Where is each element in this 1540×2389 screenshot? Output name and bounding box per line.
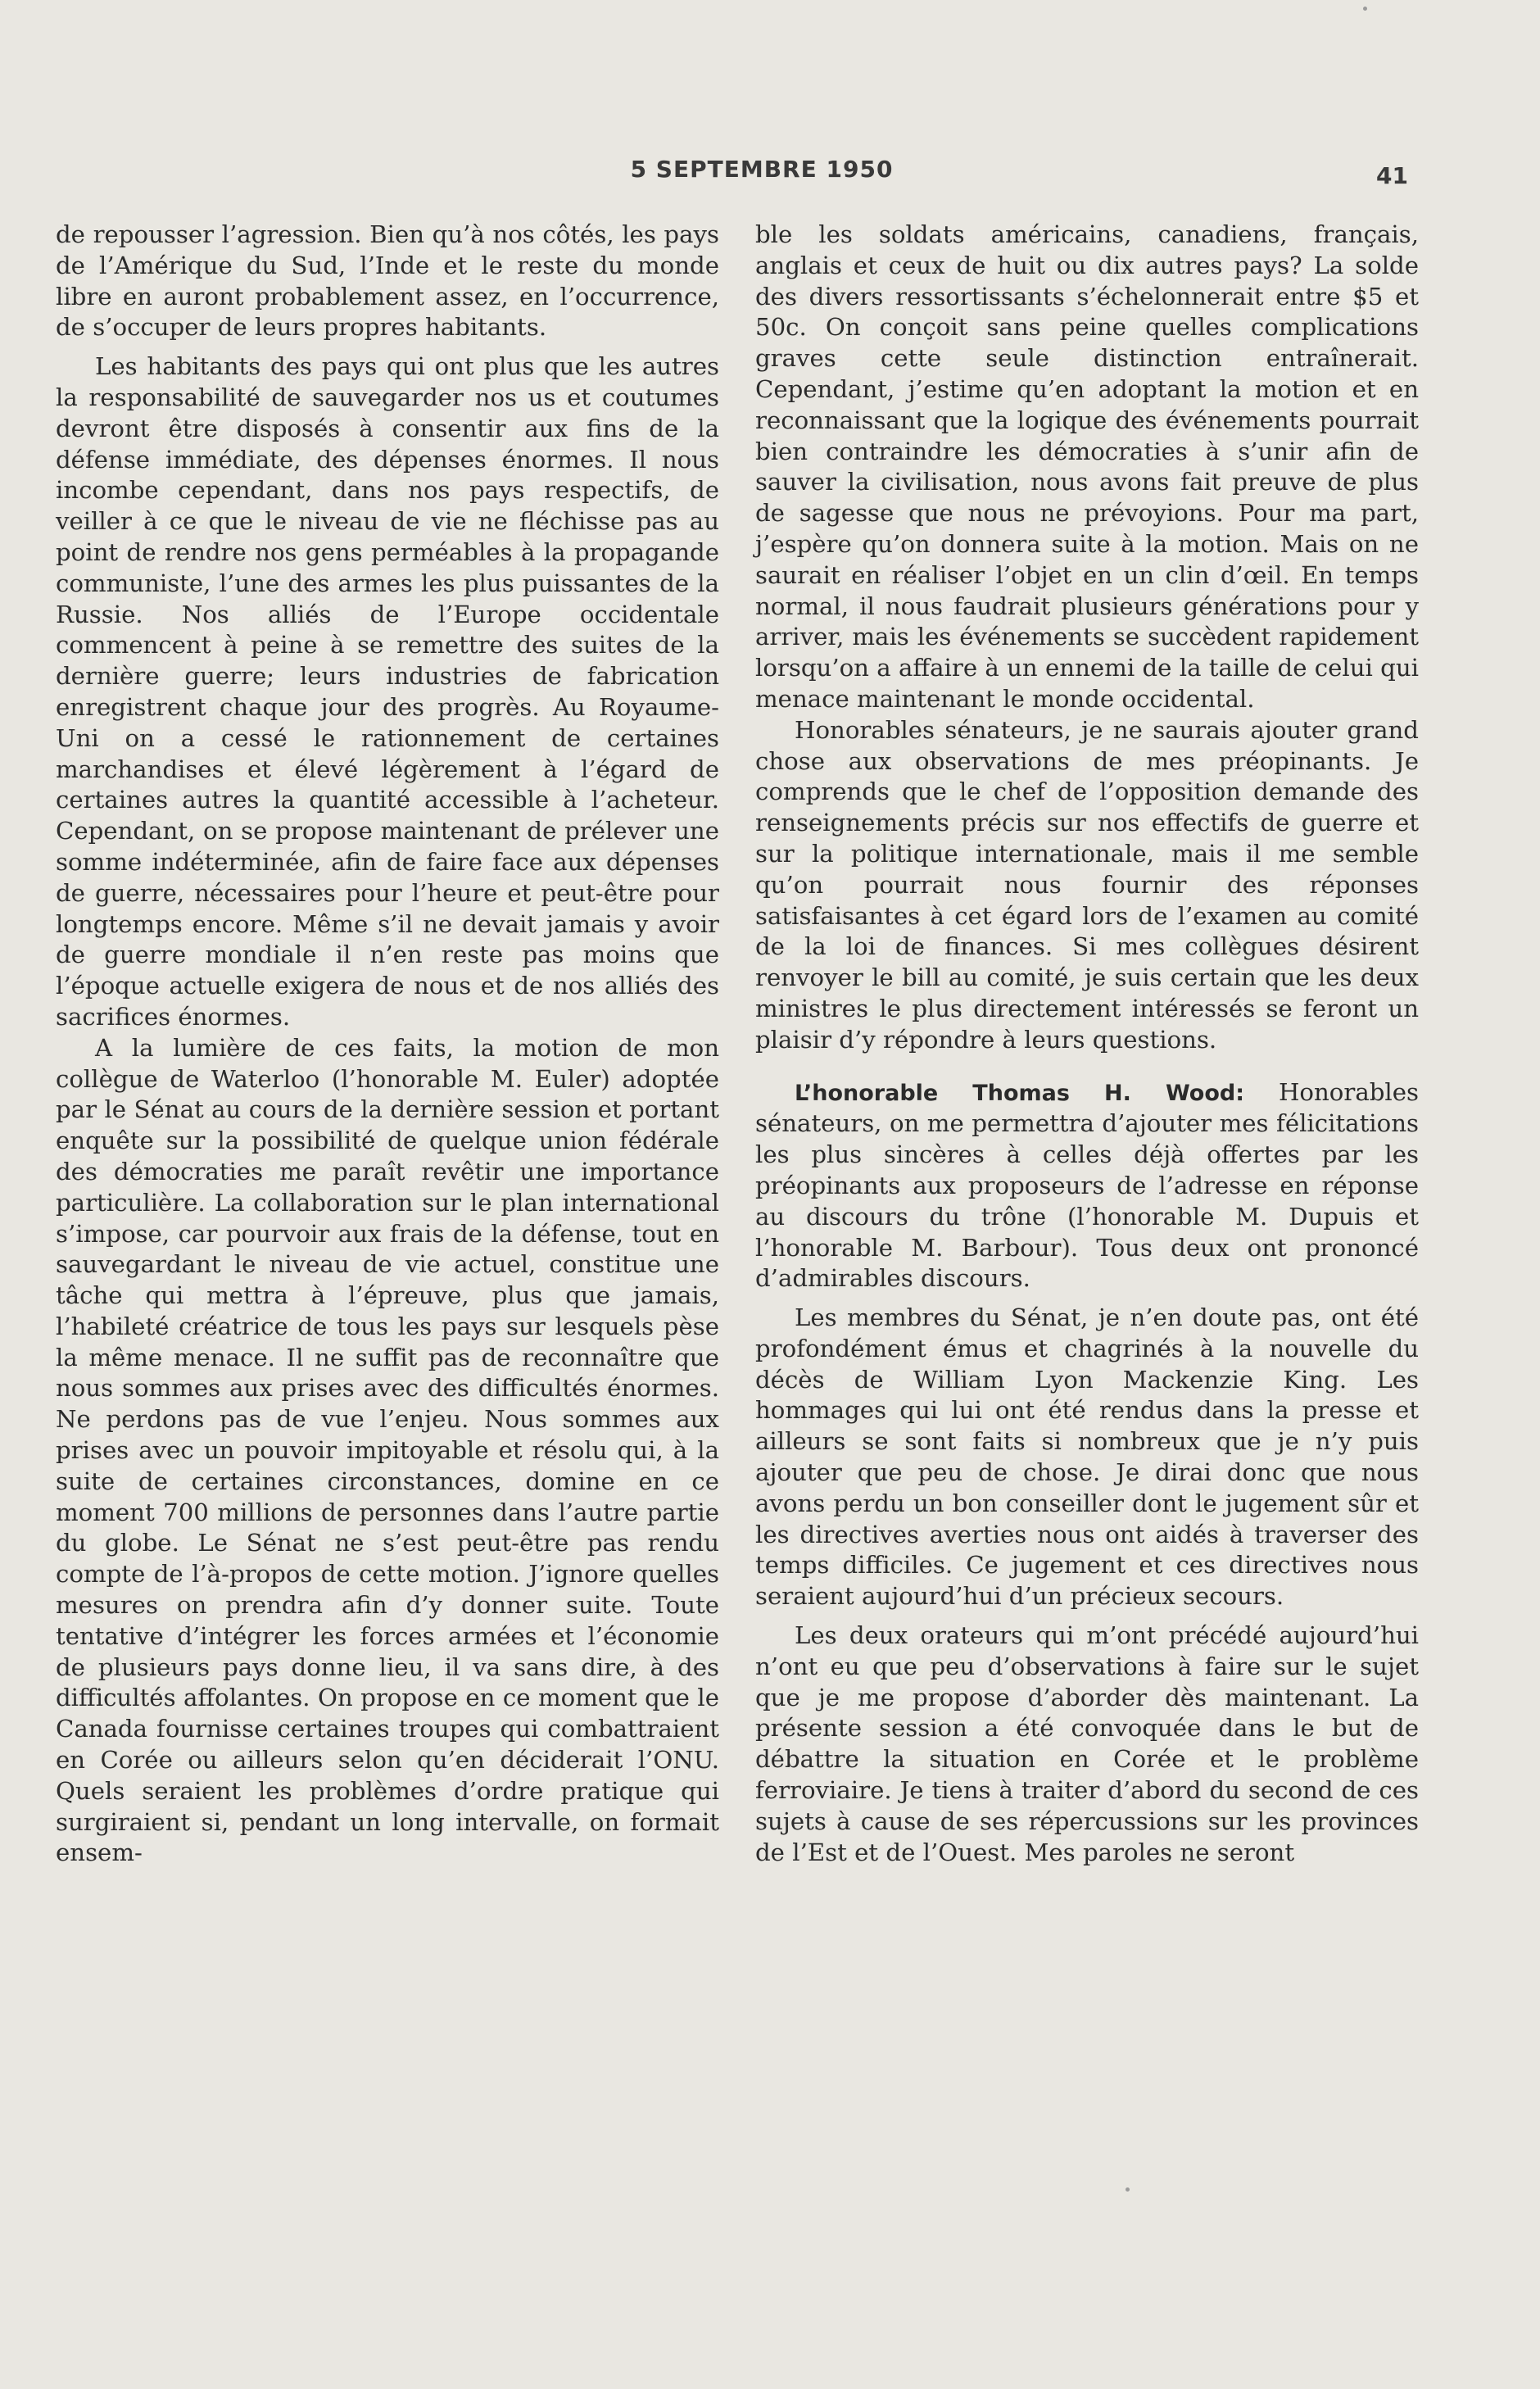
running-head: 5 SEPTEMBRE 1950 xyxy=(630,156,894,183)
paragraph: Les habitants des pays qui ont plus que les autres la responsabilité de sauvegarder nos us et coutumes devront être disposés à consentir aux fins de la défense immédiate, des dépenses énormes. Il nous incombe cependant, dans nos pays respectifs, de veiller à ce que le niveau de vie ne fléchisse pas au point de rendre nos gens perméables à la propagande communiste, l’une des armes les plus puissantes de la Russie. Nos alliés de l’Europe occidentale commencent à peine à se remettre des suites de la dernière guerre; leurs industries de fabrication enregistrent chaque jour des progrès. Au Royaume-Uni on a cessé le rationnement de certaines marchandises et élevé légèrement à l’égard de certaines autres la quantité accessible à l’acheteur. Cependant, on se propose maintenant de prélever une somme indéterminée, afin de faire face aux dépenses de guerre, nécessaires pour l’heure et peut-être pour longtemps encore. Même s’il ne devait jamais y avoir de guerre mondiale il n’en reste pas moins que l’époque actuelle exigera de nous et de nos alliés des sacrifices énormes. xyxy=(56,352,719,1031)
paragraph: Les membres du Sénat, je n’en doute pas, ont été profondément émus et chagrinés à la nouvelle du décès de William Lyon Mackenzie King. Les hommages qui lui ont été rendus dans la presse et ailleurs se sont faits si nombreux que je n’y puis ajouter que peu de chose. Je dirai donc que nous avons perdu un bon conseiller dont le jugement sûr et les directives averties nous ont aidés à traverser des temps difficiles. Ce jugement et ces directives nous seraient aujourd’hui d’un précieux secours. xyxy=(755,1303,1419,1611)
paragraph: A la lumière de ces faits, la motion de mon collègue de Waterloo (l’honorable M. Euler) adoptée par le Sénat au cours de la dernière session et portant enquête sur la possibilité de quelque union fédérale des démocraties me paraît revêtir une importance particulière. La collaboration sur le plan international s’impose, car pourvoir aux frais de la défense, tout en sauvegardant le niveau de vie actuel, constitue une tâche qui mettra à l’épreuve, plus que jamais, l’habileté créatrice de tous les pays sur lesquels pèse la même menace. Il ne suffit pas de reconnaître que nous sommes aux prises avec des difficultés énormes. Ne perdons pas de vue l’enjeu. Nous sommes aux prises avec un pouvoir impitoyable et résolu qui, à la suite de certaines circonstances, domine en ce moment 700 millions de personnes dans l’autre partie du globe. Le Sénat ne s’est peut-être pas rendu compte de l’à-propos de cette motion. J’ignore quelles mesures on prendra afin d’y donner suite. Toute tentative d’intégrer les forces armées et l’économie de plusieurs pays donne lieu, il va sans dire, à des difficultés affolantes. On propose en ce moment que le Canada fournisse certaines troupes qui combattraient en Corée ou ailleurs selon qu’en déciderait l’ONU. Quels seraient les problèmes d’ordre pratique qui surgiraient si, pendant un long intervalle, on formait ensem- xyxy=(56,1033,719,1867)
scan-speck xyxy=(1126,2187,1130,2192)
speech-text: Honorables sénateurs, on me permettra d’ajouter mes félicitations les plus sincères à celles déjà offertes par les préopinants aux proposeurs de l’adresse en réponse au discours du trône (l’honorable M. Dupuis et l’honorable M. Barbour). Tous deux ont prononcé d’admirables discours. xyxy=(755,1077,1419,1293)
paragraph: ble les soldats américains, canadiens, français, anglais et ceux de huit ou dix autres pays? La solde des divers ressortissants s’échelonnerait entre $5 et 50c. On conçoit sans peine quelles complications graves cette seule distinction entraînerait. Cependant, j’estime qu’en adoptant la motion et en reconnaissant que la logique des événements pourrait bien contraindre les démocraties à s’unir afin de sauver la civilisation, nous avons fait preuve de plus de sagesse que nous ne prévoyions. Pour ma part, j’espère qu’on donnera suite à la motion. Mais on ne saurait en réaliser l’objet en un clin d’œil. En temps normal, il nous faudrait plusieurs générations pour y arriver, mais les événements se succèdent rapidement lorsqu’on a affaire à un ennemi de la taille de celui qui menace maintenant le monde occidental. xyxy=(755,220,1419,713)
page-number: 41 xyxy=(1376,162,1408,189)
page-header xyxy=(0,156,1540,188)
scan-speck xyxy=(1363,7,1367,11)
right-column xyxy=(755,220,1419,1868)
paragraph: Honorables sénateurs, je ne saurais ajouter grand chose aux observations de mes préopinants. Je comprends que le chef de l’opposition demande des renseignements précis sur nos effectifs de guerre et sur la politique internationale, mais il me semble qu’on pourrait nous fournir des réponses satisfaisantes à cet égard lors de l’examen au comité de la loi de finances. Si mes collègues désirent renvoyer le bill au comité, je suis certain que les deux ministres le plus directement intéressés se feront un plaisir d’y répondre à leurs questions. xyxy=(755,715,1419,1054)
paragraph: Les deux orateurs qui m’ont précédé aujourd’hui n’ont eu que peu d’observations à faire sur le sujet que je me propose d’aborder dès maintenant. La présente session a été convoquée dans le but de débattre la situation en Corée et le problème ferroviaire. Je tiens à traiter d’abord du second de ces sujets à cause de ses répercussions sur les provinces de l’Est et de l’Ouest. Mes paroles ne seront xyxy=(755,1621,1419,1866)
left-column xyxy=(56,220,719,1869)
speech-paragraph xyxy=(755,1077,1419,1295)
paragraph: de repousser l’agression. Bien qu’à nos côtés, les pays de l’Amérique du Sud, l’Inde et le reste du monde libre en auront probablement assez, en l’occurrence, de s’occuper de leurs propres habitants. xyxy=(56,220,719,342)
speaker-name: L’honorable Thomas H. Wood: xyxy=(795,1080,1244,1106)
